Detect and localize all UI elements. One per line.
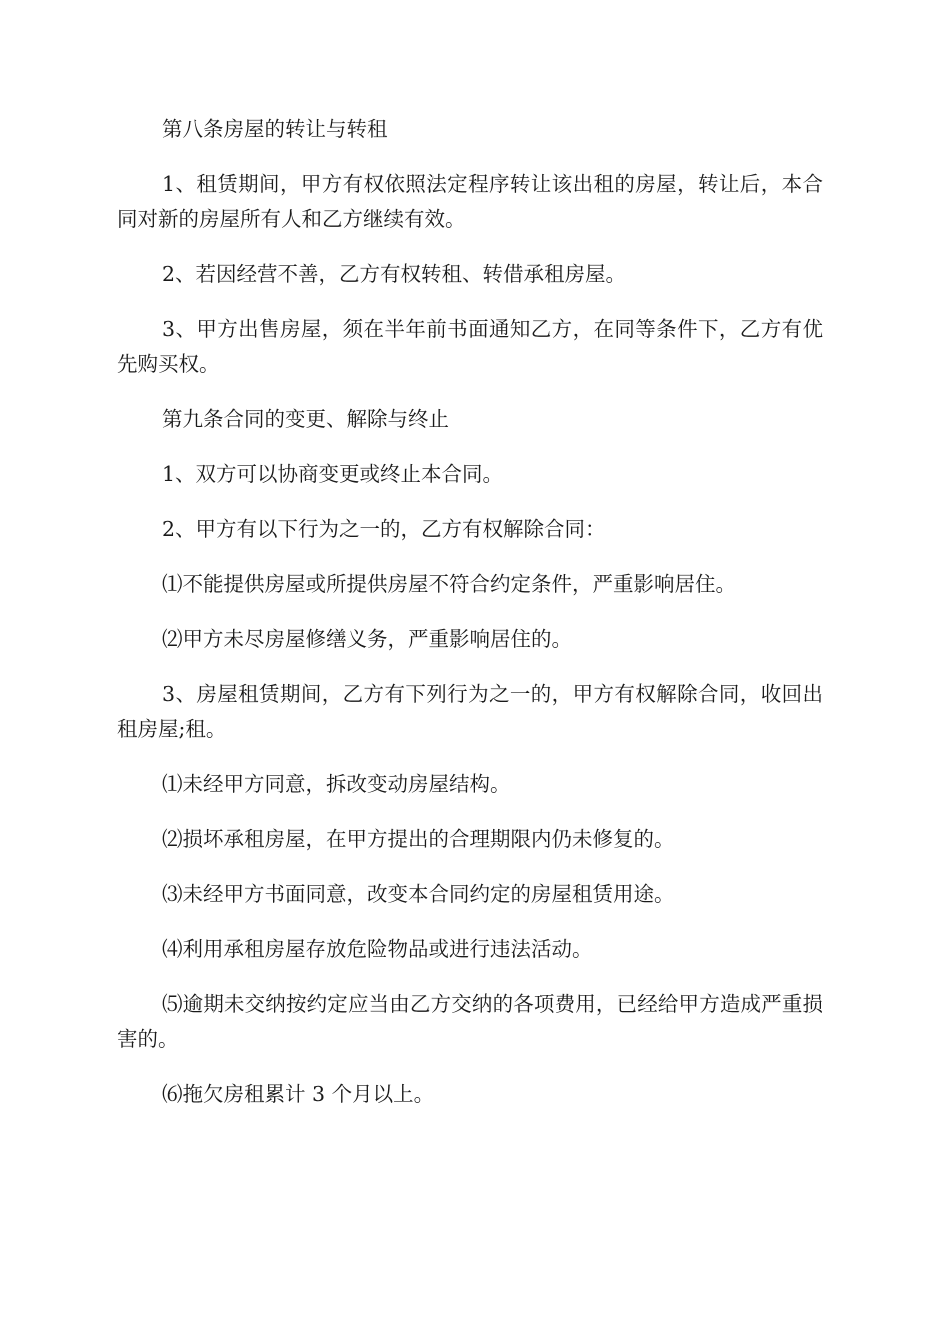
clause-paragraph: 2、若因经营不善，乙方有权转租、转借承租房屋。 (162, 262, 627, 286)
sub-clause-paragraph: ⑷利用承租房屋存放危险物品或进行违法活动。 (162, 937, 593, 961)
clause-paragraph: 1、双方可以协商变更或终止本合同。 (162, 462, 504, 486)
clause-paragraph: 3、房屋租赁期间，乙方有下列行为之一的，甲方有权解除合同，收回出租房屋;租。 (117, 682, 823, 741)
clause-paragraph: 2、甲方有以下行为之一的，乙方有权解除合同： (162, 517, 606, 541)
section-heading-article-8: 第八条房屋的转让与转租 (162, 117, 388, 141)
clause-paragraph: 1、租赁期间，甲方有权依照法定程序转让该出租的房屋，转让后，本合同对新的房屋所有人和乙方继续有效。 (117, 172, 823, 231)
section-heading-article-9: 第九条合同的变更、解除与终止 (162, 407, 449, 431)
sub-clause-paragraph: ⑶未经甲方书面同意，改变本合同约定的房屋租赁用途。 (162, 882, 675, 906)
clause-paragraph: 3、甲方出售房屋，须在半年前书面通知乙方，在同等条件下，乙方有优先购买权。 (117, 317, 823, 376)
document-body (117, 112, 823, 1132)
sub-clause-paragraph: ⑴未经甲方同意，拆改变动房屋结构。 (162, 772, 511, 796)
sub-clause-paragraph: ⑴不能提供房屋或所提供房屋不符合约定条件，严重影响居住。 (162, 572, 736, 596)
sub-clause-paragraph: ⑵甲方未尽房屋修缮义务，严重影响居住的。 (162, 627, 572, 651)
sub-clause-paragraph: ⑵损坏承租房屋，在甲方提出的合理期限内仍未修复的。 (162, 827, 675, 851)
sub-clause-paragraph: ⑹拖欠房租累计 3 个月以上。 (162, 1082, 435, 1106)
sub-clause-paragraph: ⑸逾期未交纳按约定应当由乙方交纳的各项费用，已经给甲方造成严重损害的。 (117, 992, 823, 1051)
